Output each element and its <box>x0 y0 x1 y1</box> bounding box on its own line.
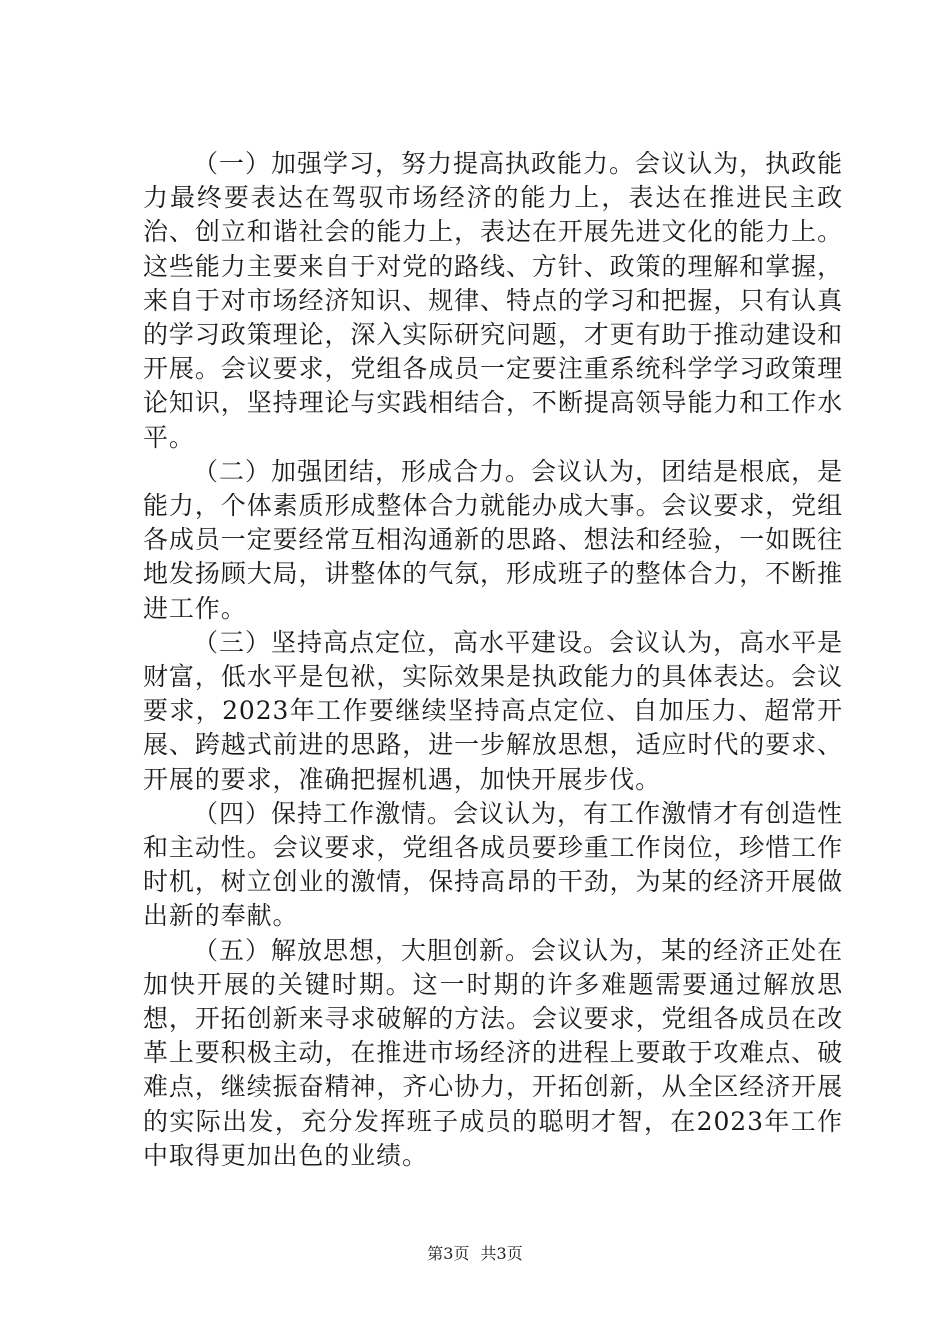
paragraph-1: （一）加强学习，努力提高执政能力。会议认为，执政能力最终要表达在驾驭市场经济的能力上，表达在推进民主政治、创立和谐社会的能力上，表达在开展先进文化的能力上。这些能力主要来自于对党的路线、方针、政策的理解和掌握，来自于对市场经济知识、规律、特点的学习和把握，只有认真的学习政策理论，深入实际研究问题，才更有助于推动建设和开展。会议要求，党组各成员一定要注重系统科学学习政策理论知识，坚持理论与实践相结合，不断提高领导能力和工作水平。 <box>143 149 843 452</box>
document-body <box>143 147 843 1173</box>
page-total: 共3页 <box>480 1244 523 1263</box>
paragraph-5: （五）解放思想，大胆创新。会议认为，某的经济正处在加快开展的关键时期。这一时期的许多难题需要通过解放思想，开拓创新来寻求破解的方法。会议要求，党组各成员在改革上要积极主动，在推进市场经济的进程上要敢于攻难点、破难点，继续振奋精神，齐心协力，开拓创新，从全区经济开展的实际出发，充分发挥班子成员的聪明才智，在2023年工作中取得更加出色的业绩。 <box>143 935 843 1170</box>
paragraph-3: （三）坚持高点定位，高水平建设。会议认为，高水平是财富，低水平是包袱，实际效果是执政能力的具体表达。会议要求，2023年工作要继续坚持高点定位、自加压力、超常开展、跨越式前进的思路，进一步解放思想，适应时代的要求、开展的要求，准确把握机遇，加快开展步伐。 <box>143 627 843 794</box>
page-footer <box>0 1244 950 1264</box>
page-number: 第3页 <box>427 1244 470 1263</box>
paragraph-2: （二）加强团结，形成合力。会议认为，团结是根底，是能力，个体素质形成整体合力就能办成大事。会议要求，党组各成员一定要经常互相沟通新的思路、想法和经验，一如既往地发扬顾大局，讲整体的气氛，形成班子的整体合力，不断推进工作。 <box>143 456 843 623</box>
paragraph-4: （四）保持工作激情。会议认为，有工作激情才有创造性和主动性。会议要求，党组各成员要珍重工作岗位，珍惜工作时机，树立创业的激情，保持高昂的干劲，为某的经济开展做出新的奉献。 <box>143 798 843 931</box>
